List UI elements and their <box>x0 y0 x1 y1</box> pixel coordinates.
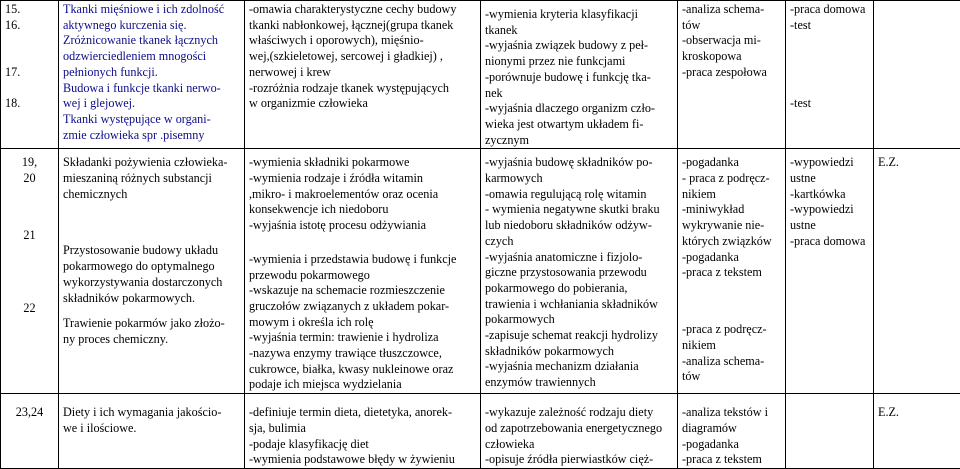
assessment-line: -test <box>790 96 869 112</box>
requirement-line: zycznym <box>485 133 673 149</box>
content-line: tkanki nabłonkowej, łącznej(grupa tkanek <box>249 18 476 34</box>
requirement-line: tkanek <box>485 23 673 39</box>
topic-line: Diety i ich wymagania jakościo- <box>63 405 240 421</box>
requirement-line: składników pokarmowych <box>485 344 673 360</box>
method-line: -pogadanka <box>682 250 781 266</box>
requirement-line: karmowych <box>485 171 673 187</box>
lesson-number: 23,24 <box>5 405 54 421</box>
method-line: -pogadanka <box>682 437 781 453</box>
method-line: których związków <box>682 234 781 250</box>
content-line: -wyjaśnia termin: trawienie i hydroliza <box>249 330 476 346</box>
assessment-line: -praca domowa <box>790 234 869 250</box>
topic-line: wej i glejowej. <box>63 96 240 112</box>
method-line: -praca z podręcz- <box>682 322 781 338</box>
requirement-line: trawienia i wchłaniania składników <box>485 297 673 313</box>
requirement-line: -zapisuje schemat reakcji hydrolizy <box>485 328 673 344</box>
requirement-line: -opisuje źródła pierwiastków cięż- <box>485 452 673 468</box>
content-line: w organizmie człowieka <box>249 96 476 112</box>
content-line: konsekwencje ich niedoboru <box>249 202 476 218</box>
content-line: właściwych i oporowych), mięśnio- <box>249 33 476 49</box>
topic-line: mieszaniną różnych substancji <box>63 171 240 187</box>
topic-line: wykorzystywania dostarczonych <box>63 275 240 291</box>
content-line: przewodu pokarmowego <box>249 268 476 284</box>
topic-line: składników pokarmowych. <box>63 291 240 307</box>
requirement-line: -wyjaśnia budowę składników po- <box>485 155 673 171</box>
requirements-cell <box>481 394 678 469</box>
requirement-line: czych <box>485 234 673 250</box>
topic-line: Budowa i funkcje tkanki nerwo- <box>63 81 240 97</box>
topic-line: zmie człowieka spr .pisemny <box>63 128 240 144</box>
content-line: -wskazuje na schemacie rozmieszczenie <box>249 283 476 299</box>
content-cell <box>245 149 481 394</box>
table-row <box>1 394 960 469</box>
method-line: -analiza tekstów i <box>682 405 781 421</box>
topic-line: odzwierciedleniem mnogości <box>63 49 240 65</box>
content-line: -wyjaśnia istotę procesu odżywiania <box>249 218 476 234</box>
content-line: podaje ich miejsca wydzielania <box>249 377 476 393</box>
assessment-line: -wypowiedzi <box>790 155 869 171</box>
requirement-line: -wykazuje zależność rodzaju diety <box>485 405 673 421</box>
lesson-number: 15. <box>5 2 54 18</box>
assessment-cell <box>786 1 874 149</box>
content-line: sja, bulimia <box>249 421 476 437</box>
method-line: nikiem <box>682 338 781 354</box>
assessment-line: -wypowiedzi <box>790 202 869 218</box>
lesson-number: 22 <box>5 301 54 317</box>
table-row <box>1 1 960 149</box>
topic-line: Trawienie pokarmów jako złożo- <box>63 316 240 332</box>
lesson-number-cell <box>1 394 59 469</box>
method-line: nikiem <box>682 187 781 203</box>
requirement-line: -omawia regulującą rolę witamin <box>485 187 673 203</box>
topic-line: Zróżnicowanie tkanek łącznych <box>63 33 240 49</box>
requirement-line: -wyjaśnia anatomiczne i fizjolo- <box>485 250 673 266</box>
content-line: gruczołów związanych z układem pokar- <box>249 299 476 315</box>
assessment-line: -test <box>790 18 869 34</box>
method-line: -pogadanka <box>682 155 781 171</box>
content-line: -rozróżnia rodzaje tkanek występujących <box>249 81 476 97</box>
teacher-cell <box>874 1 960 149</box>
requirement-line: - wymienia negatywne skutki braku <box>485 202 673 218</box>
content-line: -wymienia składniki pokarmowe <box>249 155 476 171</box>
requirement-line: -porównuje budowę i funkcję tka- <box>485 70 673 86</box>
method-line: tów <box>682 369 781 385</box>
method-line: -analiza schema- <box>682 354 781 370</box>
assessment-line: ustne <box>790 171 869 187</box>
content-line: nerwowej i krew <box>249 65 476 81</box>
teacher-cell <box>874 394 960 469</box>
method-line: diagramów <box>682 421 781 437</box>
requirements-cell <box>481 1 678 149</box>
assessment-line: -praca domowa <box>790 2 869 18</box>
requirement-line: pokarmowych <box>485 312 673 328</box>
methods-cell <box>678 1 786 149</box>
lesson-number: 21 <box>5 228 54 244</box>
content-line: wej,(szkieletowej, sercowej i gładkiej) , <box>249 49 476 65</box>
requirement-line: enzymów trawiennych <box>485 375 673 391</box>
requirement-line: nionymi przez nie funkcjami <box>485 54 673 70</box>
topic-line: Tkanki mięśniowe i ich zdolność <box>63 2 240 18</box>
requirement-line: człowieka <box>485 437 673 453</box>
method-line: -analiza schema- <box>682 2 781 18</box>
content-line: -podaje klasyfikację diet <box>249 437 476 453</box>
content-line: -wymienia i przedstawia budowę i funkcje <box>249 252 476 268</box>
lesson-number: 20 <box>5 171 54 187</box>
method-line: tów <box>682 18 781 34</box>
method-line: -miniwykład <box>682 202 781 218</box>
content-line: cukrowce, białka, kwasy nukleinowe oraz <box>249 362 476 378</box>
teacher-cell <box>874 149 960 394</box>
assessment-line: -kartkówka <box>790 187 869 203</box>
requirement-line: -wyjaśnia związek budowy z peł- <box>485 38 673 54</box>
topic-line: ny proces chemiczny. <box>63 332 240 348</box>
assessment-cell <box>786 394 874 469</box>
methods-cell <box>678 149 786 394</box>
content-cell <box>245 394 481 469</box>
content-line: -omawia charakterystyczne cechy budowy <box>249 2 476 18</box>
requirements-cell <box>481 149 678 394</box>
requirement-line: -wyjaśnia mechanizm działania <box>485 359 673 375</box>
topic-cell <box>59 394 245 469</box>
topic-line: Składanki pożywienia człowieka- <box>63 155 240 171</box>
teacher-initials: E.Z. <box>878 155 956 171</box>
content-line: -definiuje termin dieta, dietetyka, anorek- <box>249 405 476 421</box>
requirement-line: lub niedoboru składników odżyw- <box>485 218 673 234</box>
method-line: kroskopowa <box>682 49 781 65</box>
lesson-number: 16. <box>5 18 54 34</box>
lesson-number-cell <box>1 1 59 149</box>
content-line: ,mikro- i makroelementów oraz ocenia <box>249 187 476 203</box>
requirement-line: -wymienia kryteria klasyfikacji <box>485 7 673 23</box>
method-line: -praca z tekstem <box>682 452 781 468</box>
topic-line: Przystosowanie budowy układu <box>63 243 240 259</box>
requirement-line: pokarmowego do pobierania, <box>485 281 673 297</box>
topic-line: aktywnego kurczenia się. <box>63 18 240 34</box>
requirement-line: nek <box>485 86 673 102</box>
requirement-line: wieka jest otwartym układem fi- <box>485 117 673 133</box>
topic-cell <box>59 1 245 149</box>
content-line: -nazywa enzymy trawiące tłuszczowce, <box>249 346 476 362</box>
topic-line: Tkanki występujące w organi- <box>63 112 240 128</box>
method-line: -obserwacja mi- <box>682 33 781 49</box>
requirement-line: giczne przystosowania przewodu <box>485 265 673 281</box>
method-line: -praca z tekstem <box>682 265 781 281</box>
content-cell <box>245 1 481 149</box>
topic-cell <box>59 149 245 394</box>
lesson-number: 17. <box>5 65 54 81</box>
topic-line: pełnionych funkcji. <box>63 65 240 81</box>
requirement-line: od zapotrzebowania energetycznego <box>485 421 673 437</box>
method-line: - praca z podręcz- <box>682 171 781 187</box>
assessment-cell <box>786 149 874 394</box>
content-line: -wymienia rodzaje i źródła witamin <box>249 171 476 187</box>
lesson-number-cell <box>1 149 59 394</box>
lesson-number: 18. <box>5 96 54 112</box>
topic-line: chemicznych <box>63 187 240 203</box>
methods-cell <box>678 394 786 469</box>
content-line: mowym i określa ich rolę <box>249 315 476 331</box>
assessment-line: ustne <box>790 218 869 234</box>
method-line: -praca zespołowa <box>682 65 781 81</box>
method-line: wykrywanie nie- <box>682 218 781 234</box>
requirement-line: -wyjaśnia dlaczego organizm czło- <box>485 101 673 117</box>
lesson-number: 19, <box>5 155 54 171</box>
table-row <box>1 149 960 394</box>
teacher-initials: E.Z. <box>878 405 956 421</box>
topic-line: we i ilościowe. <box>63 421 240 437</box>
topic-line: pokarmowego do optymalnego <box>63 259 240 275</box>
content-line: -wymienia podstawowe błędy w żywieniu <box>249 452 476 468</box>
